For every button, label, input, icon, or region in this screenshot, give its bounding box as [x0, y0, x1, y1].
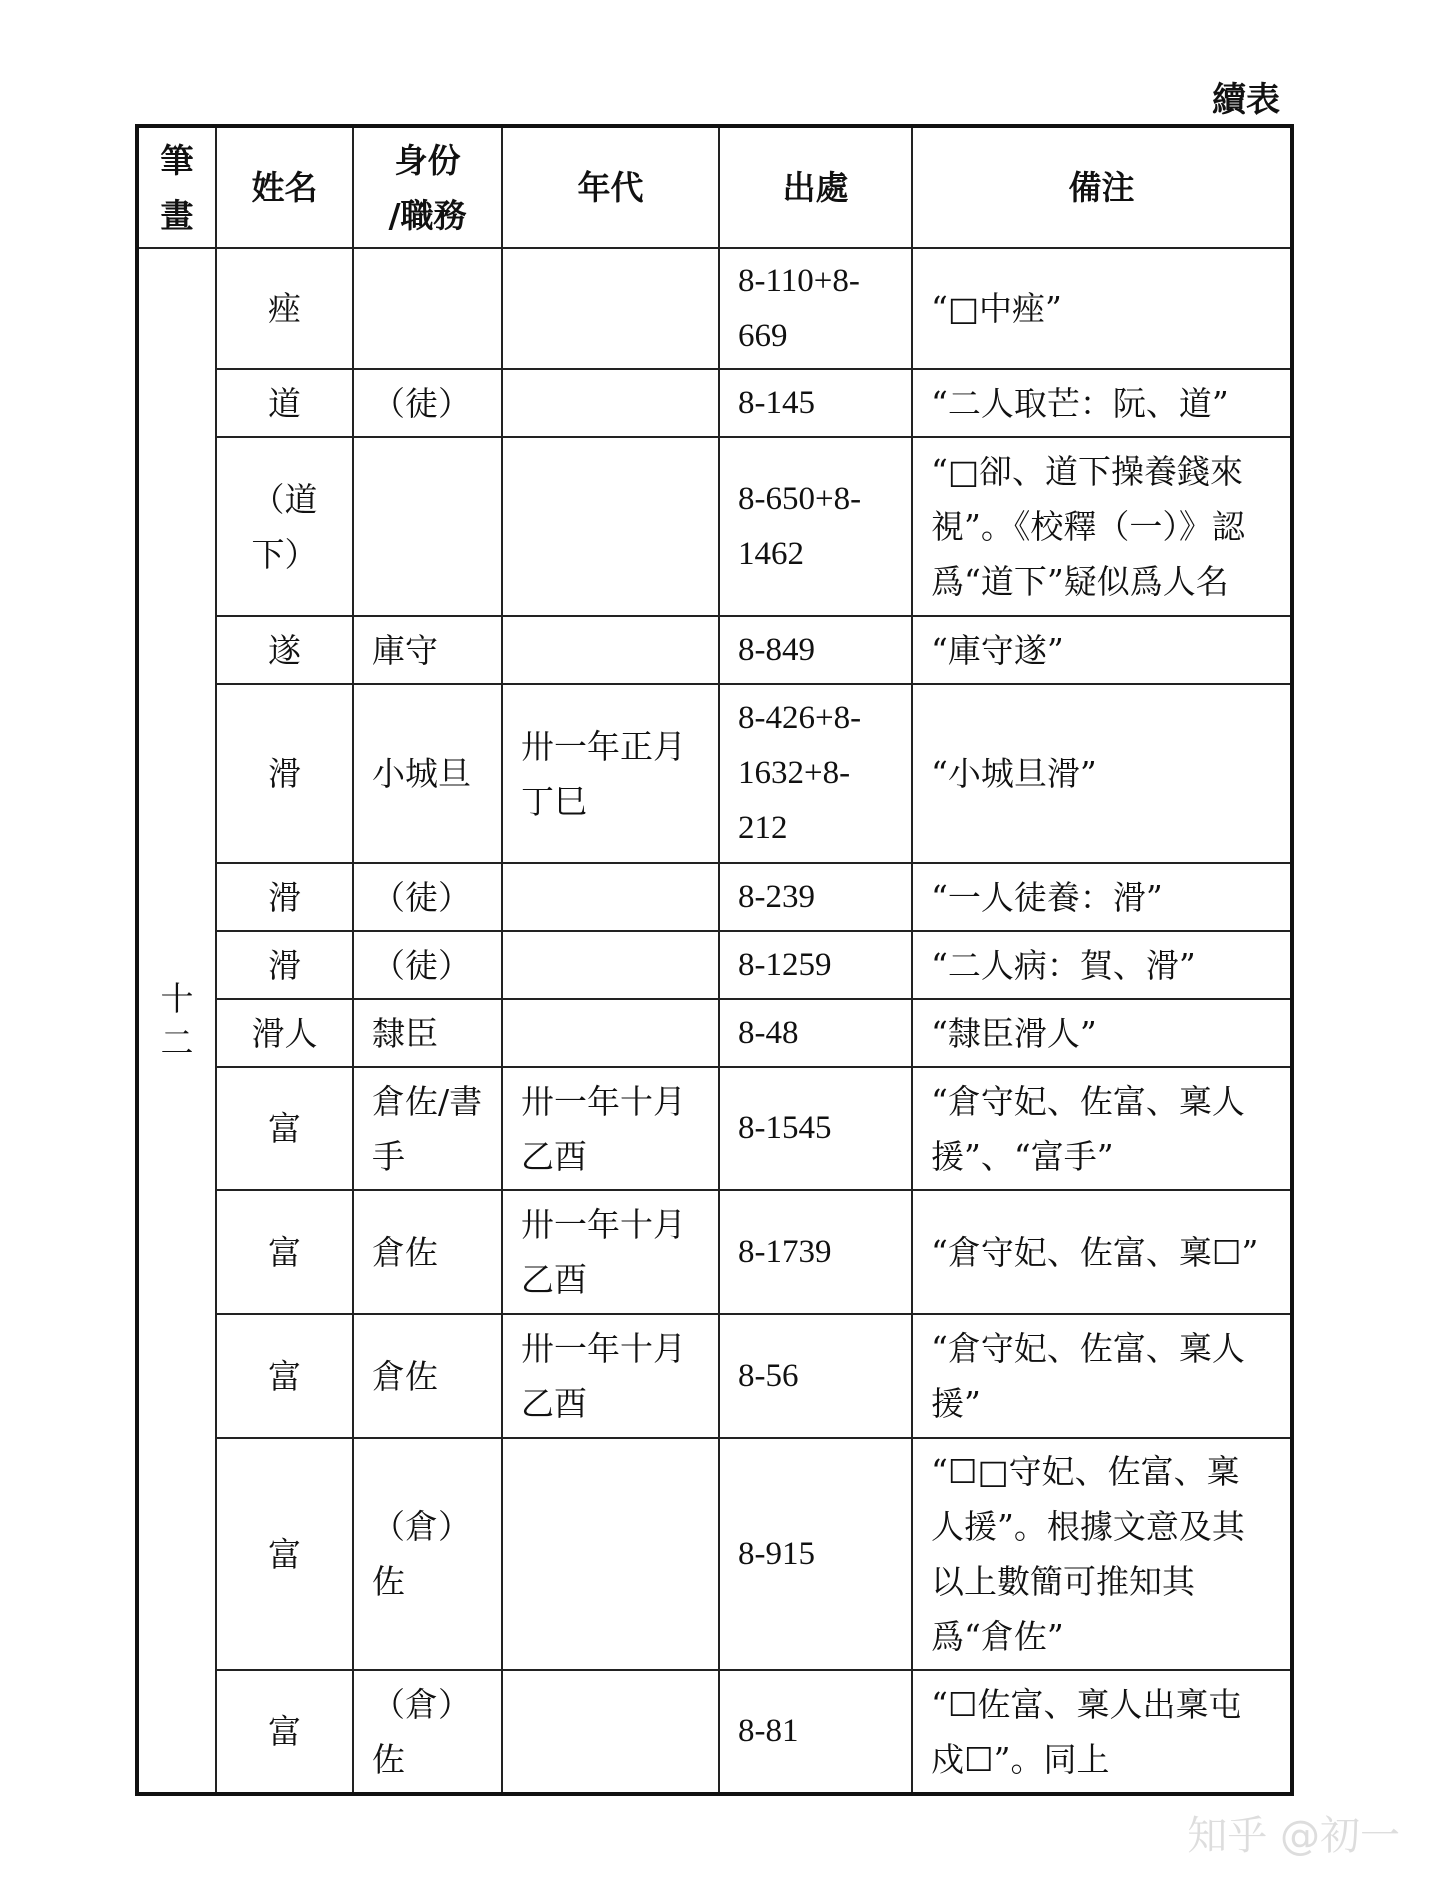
header-identity-1: 身份	[394, 140, 461, 180]
note-cell: “一人徒養：滑”	[912, 863, 1292, 931]
header-note: 備注	[912, 126, 1292, 248]
header-date: 年代	[502, 126, 719, 248]
identity-cell: 倉佐/書手	[353, 1067, 502, 1190]
table-row	[137, 1670, 1292, 1794]
source-cell: 8-1739	[719, 1190, 912, 1314]
name-cell: 富	[216, 1190, 353, 1314]
header-source: 出處	[719, 126, 912, 248]
header-stroke	[137, 126, 216, 248]
identity-cell: （倉）佐	[353, 1670, 502, 1794]
date-cell	[502, 1670, 719, 1794]
note-cell: “□中痤”	[912, 248, 1292, 369]
table-row	[137, 1190, 1292, 1314]
header-identity	[353, 126, 502, 248]
stroke-count-char: 十	[160, 978, 194, 1018]
name-table	[135, 124, 1294, 1796]
name-cell: 滑人	[216, 999, 353, 1067]
name-cell: （道下）	[216, 437, 353, 616]
table-row	[137, 931, 1292, 999]
table-row	[137, 1067, 1292, 1190]
source-cell: 8-1545	[719, 1067, 912, 1190]
date-cell	[502, 437, 719, 616]
date-cell	[502, 248, 719, 369]
name-cell: 富	[216, 1067, 353, 1190]
date-cell	[502, 931, 719, 999]
table-row	[137, 863, 1292, 931]
note-cell: “☐□守妃、佐富、稟人援”。根據文意及其以上數簡可推知其爲“倉佐”	[912, 1438, 1292, 1670]
note-cell: “倉守妃、佐富、稟人援”	[912, 1314, 1292, 1438]
note-cell: “隸臣滑人”	[912, 999, 1292, 1067]
table-body	[137, 248, 1292, 1794]
source-cell: 8-110+8-669	[719, 248, 912, 369]
table-row	[137, 369, 1292, 437]
identity-cell	[353, 248, 502, 369]
continued-label: 續表	[1212, 80, 1280, 120]
table-row	[137, 437, 1292, 616]
name-cell: 富	[216, 1670, 353, 1794]
identity-cell: （徒）	[353, 369, 502, 437]
note-cell: “倉守妃、佐富、稟人援”、“富手”	[912, 1067, 1292, 1190]
name-cell: 滑	[216, 863, 353, 931]
note-cell: “小城旦滑”	[912, 684, 1292, 863]
identity-cell: 倉佐	[353, 1314, 502, 1438]
source-cell: 8-650+8-1462	[719, 437, 912, 616]
date-cell: 卅一年十月乙酉	[502, 1067, 719, 1190]
header-name: 姓名	[216, 126, 353, 248]
name-cell: 富	[216, 1438, 353, 1670]
date-cell: 卅一年十月乙酉	[502, 1190, 719, 1314]
header-identity-2: /職務	[388, 195, 467, 235]
name-cell: 滑	[216, 684, 353, 863]
source-cell: 8-849	[719, 616, 912, 684]
name-cell: 道	[216, 369, 353, 437]
watermark: 知乎 @初一	[1187, 1813, 1400, 1859]
stroke-count-cell	[137, 248, 216, 1794]
header-stroke-1: 筆	[160, 140, 194, 180]
identity-cell: 庫守	[353, 616, 502, 684]
table-row	[137, 1314, 1292, 1438]
table-row	[137, 248, 1292, 369]
table-row	[137, 1438, 1292, 1670]
note-cell: “□卻、道下操養錢來視”。《校釋（一）》認爲“道下”疑似爲人名	[912, 437, 1292, 616]
date-cell: 卅一年正月丁巳	[502, 684, 719, 863]
source-cell: 8-239	[719, 863, 912, 931]
source-cell: 8-145	[719, 369, 912, 437]
header-row	[137, 126, 1292, 248]
source-cell: 8-915	[719, 1438, 912, 1670]
source-cell: 8-1259	[719, 931, 912, 999]
table-row	[137, 616, 1292, 684]
note-cell: “倉守妃、佐富、稟☐”	[912, 1190, 1292, 1314]
source-cell: 8-426+8-1632+8-212	[719, 684, 912, 863]
date-cell	[502, 999, 719, 1067]
header-stroke-2: 畫	[160, 195, 194, 235]
date-cell	[502, 369, 719, 437]
date-cell	[502, 1438, 719, 1670]
table-row	[137, 684, 1292, 863]
note-cell: “二人病：賀、滑”	[912, 931, 1292, 999]
identity-cell: （徒）	[353, 863, 502, 931]
source-cell: 8-81	[719, 1670, 912, 1794]
note-cell: “☐佐富、稟人出稟屯戍☐”。同上	[912, 1670, 1292, 1794]
identity-cell: 隸臣	[353, 999, 502, 1067]
identity-cell: （徒）	[353, 931, 502, 999]
date-cell	[502, 863, 719, 931]
stroke-count-char: 二	[160, 1022, 194, 1062]
note-cell: “二人取芒：阮、道”	[912, 369, 1292, 437]
source-cell: 8-56	[719, 1314, 912, 1438]
identity-cell: （倉）佐	[353, 1438, 502, 1670]
note-cell: “庫守遂”	[912, 616, 1292, 684]
date-cell	[502, 616, 719, 684]
date-cell: 卅一年十月乙酉	[502, 1314, 719, 1438]
name-cell: 富	[216, 1314, 353, 1438]
identity-cell: 小城旦	[353, 684, 502, 863]
table-row	[137, 999, 1292, 1067]
identity-cell	[353, 437, 502, 616]
name-cell: 滑	[216, 931, 353, 999]
name-cell: 痤	[216, 248, 353, 369]
source-cell: 8-48	[719, 999, 912, 1067]
identity-cell: 倉佐	[353, 1190, 502, 1314]
name-cell: 遂	[216, 616, 353, 684]
